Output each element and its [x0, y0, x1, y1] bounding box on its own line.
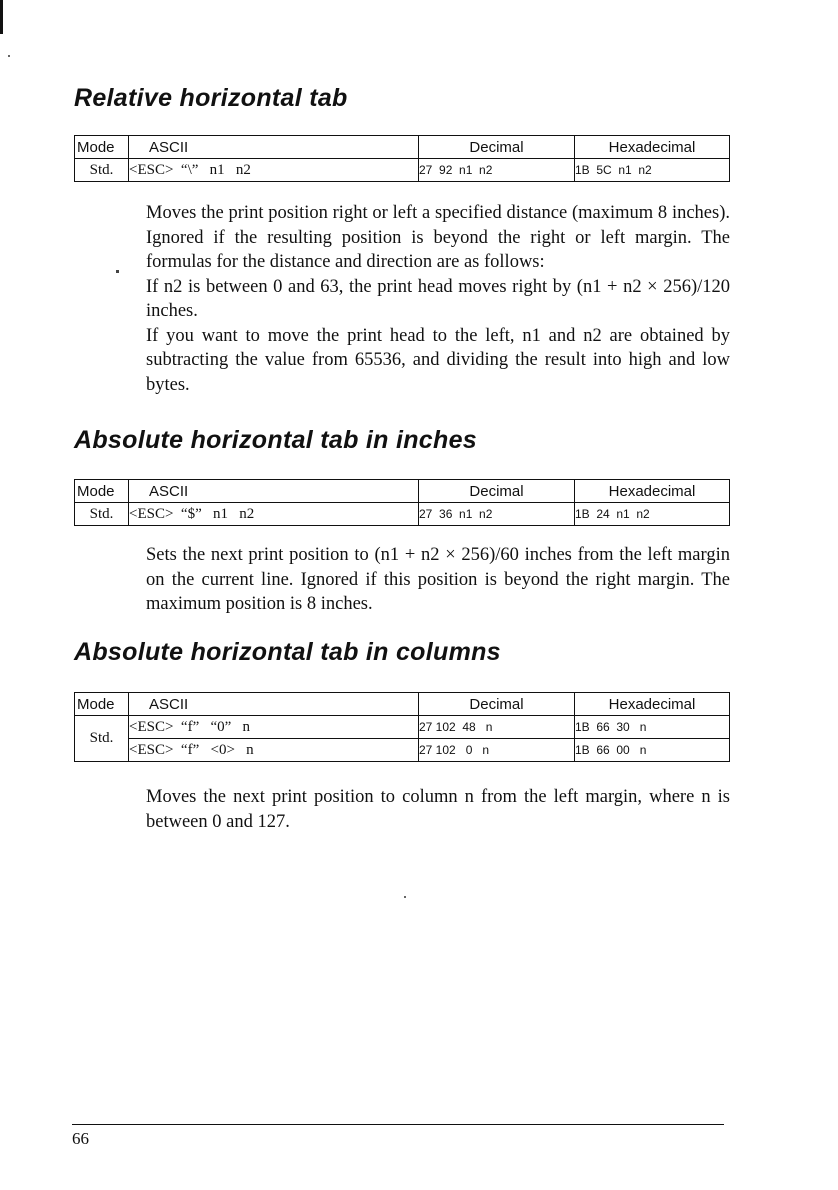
- command-table-absolute-tab-columns: [74, 692, 730, 762]
- decimal-cell: 27 102 48 n: [419, 716, 575, 739]
- table-header-row: [75, 480, 730, 503]
- description-absolute-tab-inches: [146, 543, 730, 617]
- header-ascii: ASCII: [129, 480, 419, 503]
- ascii-cell: <ESC> “$” n1 n2: [129, 503, 419, 526]
- scan-speck: [116, 270, 119, 273]
- command-table-absolute-tab-inches: [74, 479, 730, 526]
- mode-cell: Std.: [75, 503, 129, 526]
- ascii-cell: <ESC> “f” “0” n: [129, 716, 419, 739]
- description-absolute-tab-columns: [146, 785, 730, 834]
- command-table-relative-tab: [74, 135, 730, 182]
- table-row: [75, 159, 730, 182]
- section-heading-relative-tab: Relative horizontal tab: [74, 84, 348, 112]
- mode-cell: Std.: [75, 716, 129, 762]
- paragraph: Sets the next print position to (n1 + n2 × 256)/60 inches from the left margin on the current line. Ignored if this position is beyond the right margin. The maximum position is 8 inches.: [146, 545, 730, 614]
- header-hexadecimal: Hexadecimal: [575, 480, 730, 503]
- header-ascii: ASCII: [129, 693, 419, 716]
- paragraph: If n2 is between 0 and 63, the print head moves right by (n1 + n2 × 256)/120 inches.: [146, 276, 730, 321]
- header-decimal: Decimal: [419, 136, 575, 159]
- ascii-cell: <ESC> “\” n1 n2: [129, 159, 419, 182]
- header-mode: Mode: [75, 136, 129, 159]
- table-row: [75, 739, 730, 762]
- header-ascii: ASCII: [129, 136, 419, 159]
- description-relative-tab: [146, 201, 730, 397]
- header-decimal: Decimal: [419, 480, 575, 503]
- hex-cell: 1B 66 00 n: [575, 739, 730, 762]
- ascii-cell: <ESC> “f” <0> n: [129, 739, 419, 762]
- hex-cell: 1B 66 30 n: [575, 716, 730, 739]
- header-mode: Mode: [75, 480, 129, 503]
- header-hexadecimal: Hexadecimal: [575, 136, 730, 159]
- decimal-cell: 27 36 n1 n2: [419, 503, 575, 526]
- hex-cell: 1B 24 n1 n2: [575, 503, 730, 526]
- scan-speck: [8, 55, 10, 57]
- mode-cell: Std.: [75, 159, 129, 182]
- decimal-cell: 27 102 0 n: [419, 739, 575, 762]
- table-row: [75, 716, 730, 739]
- hex-cell: 1B 5C n1 n2: [575, 159, 730, 182]
- page-number: 66: [72, 1129, 89, 1148]
- footer-rule: [72, 1124, 724, 1125]
- paragraph: If you want to move the print head to the left, n1 and n2 are obtained by subtracting the value from 65536, and dividing the result into high and low bytes.: [146, 325, 730, 395]
- table-row: [75, 503, 730, 526]
- header-hexadecimal: Hexadecimal: [575, 693, 730, 716]
- section-heading-absolute-tab-inches: Absolute horizontal tab in inches: [74, 426, 477, 454]
- header-mode: Mode: [75, 693, 129, 716]
- paragraph: Moves the print position right or left a specified distance (maximum 8 inches). Ignored if the resulting position is beyond the right or left margin. The formulas for the distance and direction are as follows:: [146, 203, 730, 272]
- table-header-row: [75, 136, 730, 159]
- paragraph: Moves the next print position to column n from the left margin, where n is between 0 and 127.: [146, 787, 730, 832]
- header-decimal: Decimal: [419, 693, 575, 716]
- section-heading-absolute-tab-columns: Absolute horizontal tab in columns: [74, 638, 501, 666]
- scan-speck: [404, 896, 406, 898]
- scan-edge-mark: [0, 0, 3, 34]
- table-header-row: [75, 693, 730, 716]
- decimal-cell: 27 92 n1 n2: [419, 159, 575, 182]
